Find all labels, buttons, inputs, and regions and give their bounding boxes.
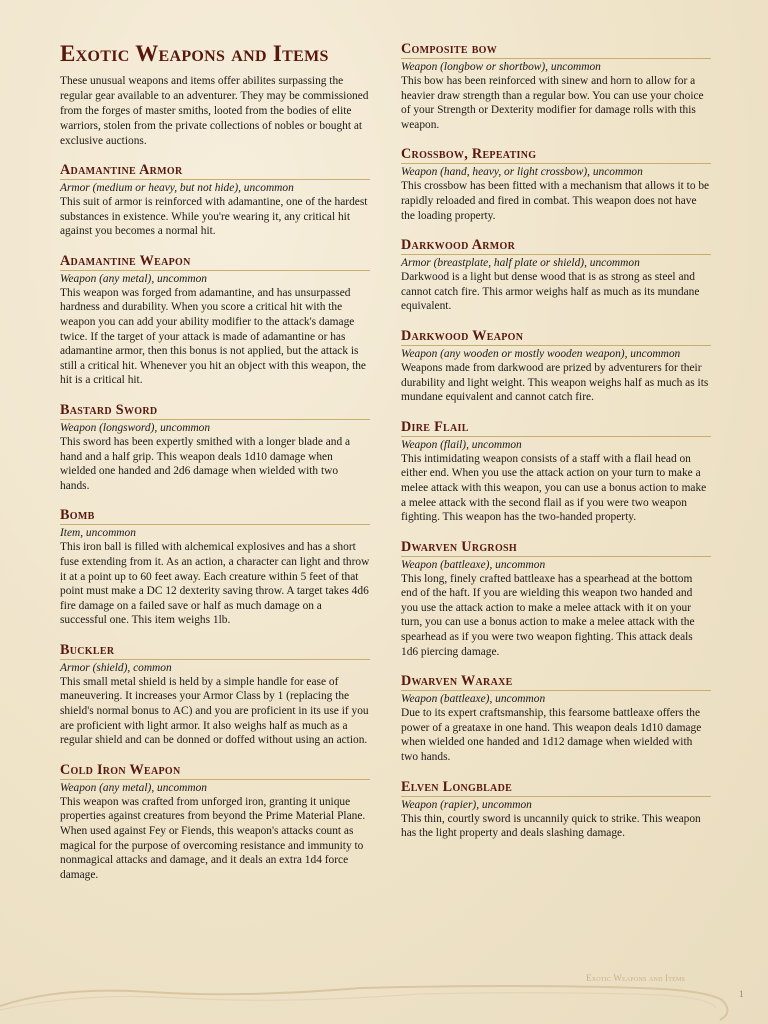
- heading-rule: [401, 436, 711, 437]
- item-description: This sword has been expertly smithed with a longer blade and a hand and a half grip. This weapon deals 1d10 damage when wielded one handed and 2d6 damage when wielded with two hands.: [60, 435, 351, 492]
- right-column: [401, 40, 711, 854]
- item-entry: [60, 401, 370, 493]
- heading-rule: [60, 270, 370, 271]
- item-title: Elven Longblade: [401, 778, 513, 795]
- item-description: This iron ball is filled with alchemical explosives and has a short fuse extending from it. As an action, a character can light and throw it at a point up to 60 feet away. Each creature within 5 feet of that point must make a DC 12 dexterity saving throw. A target takes 4d6 fire damage on a failed save or half as much damage on a successful one. This item weighs 1lb.: [60, 541, 370, 627]
- heading-rule: [401, 254, 711, 255]
- item-subtitle: Weapon (longsword), uncommon: [60, 421, 211, 434]
- item-subtitle: Item, uncommon: [60, 527, 136, 540]
- page-number: 1: [739, 990, 744, 1000]
- item-subtitle: Weapon (hand, heavy, or light crossbow), uncommon: [401, 166, 643, 179]
- heading-rule: [60, 659, 370, 660]
- item-title: Darkwood Armor: [401, 237, 516, 254]
- item-description: This intimidating weapon consists of a staff with a flail head on either end. When you use the attack action on your turn to make a melee attack with this weapon, you can use a bonus action to make a melee attack with the second flail as if you were two weapon fighting. This weapon has the two-handed property.: [401, 452, 707, 524]
- item-description: This small metal shield is held by a simple handle for ease of maneuvering. It increases your Armor Class by 1 (replacing the shield's normal bonus to AC) and you are proficient in its use if you are proficient with light armor. It also weighs half as much as a regular shield and can be donned or doffed without using an action.: [60, 675, 369, 747]
- heading-rule: [60, 179, 370, 180]
- intro-paragraph: These unusual weapons and items offer abilites surpassing the regular gear available to an adventurer. They may be commissioned from the forges of master smiths, looted from the bodies of elite warriors, stolen from the private collections of nobles or bought at exclusive auctions.: [60, 75, 369, 147]
- left-column: [60, 40, 370, 895]
- heading-rule: [401, 690, 711, 691]
- item-description: Darkwood is a light but dense wood that is as strong as steel and cannot catch fire. This armor weighs half as much as its mundane equivalent.: [401, 271, 700, 313]
- item-entry: [60, 761, 370, 883]
- item-entry: [401, 236, 711, 314]
- heading-rule: [60, 779, 370, 780]
- item-title: Dwarven Urgrosh: [401, 538, 517, 555]
- item-subtitle: Weapon (any wooden or mostly wooden weapon), uncommon: [401, 347, 681, 360]
- item-description: This thin, courtly sword is uncannily quick to strike. This weapon has the light property and deals slashing damage.: [401, 812, 701, 840]
- item-subtitle: Armor (shield), common: [60, 661, 172, 674]
- item-entry: [60, 252, 370, 388]
- item-title: Adamantine Weapon: [60, 252, 191, 269]
- item-subtitle: Armor (breastplate, half plate or shield), uncommon: [401, 257, 640, 270]
- item-title: Dwarven Waraxe: [401, 673, 513, 690]
- item-entry: [401, 327, 711, 405]
- item-subtitle: Armor (medium or heavy, but not hide), uncommon: [60, 182, 294, 194]
- item-entry: [401, 538, 711, 660]
- item-description: Due to its expert craftsmanship, this fearsome battleaxe offers the power of a greataxe in one hand. This weapon deals 1d10 damage when wielded one handed and 1d12 damage when wielded with two hands.: [401, 707, 702, 764]
- heading-rule: [60, 419, 370, 420]
- item-subtitle: Weapon (rapier), uncommon: [401, 798, 532, 811]
- item-entry: [401, 418, 711, 525]
- page-title: Exotic Weapons and Items: [60, 41, 329, 66]
- item-description: Weapons made from darkwood are prized by adventurers for their durability and light weight. This weapon weighs half as much as its mundane equivalent and cannot catch fire.: [401, 361, 709, 404]
- item-entry: [60, 161, 370, 239]
- item-subtitle: Weapon (flail), uncommon: [401, 438, 522, 451]
- item-subtitle: Weapon (any metal), uncommon: [60, 272, 207, 285]
- item-entry: [401, 778, 711, 841]
- heading-rule: [401, 58, 711, 59]
- item-description: This weapon was forged from adamantine, and has unsurpassed hardness and durability. When you score a critical hit with the weapon you can add your ability modifier to the attack's damage twice. If the target of your attack is made of adamantine or has adamantine armor, then this bonus is not applied, but the attack is still a critical hit. Whenever you hit an object with this weapon, the hit is a critical hit.: [60, 286, 366, 387]
- item-entry: [401, 672, 711, 764]
- heading-rule: [60, 524, 370, 525]
- item-title: Bastard Sword: [60, 401, 158, 418]
- item-title: Dire Flail: [401, 418, 469, 435]
- item-title: Crossbow, Repeating: [401, 146, 537, 163]
- item-description: This weapon was crafted from unforged iron, granting it unique properties against creatures from beyond the Prime Material Plane. When used against Fey or Fiends, this weapon's attacks count as magical for the purpose of overcoming resistance and immunity to nonmagical attacks and damage, and it deals an extra 1d4 force damage.: [60, 795, 366, 881]
- heading-rule: [401, 163, 711, 164]
- item-subtitle: Weapon (battleaxe), uncommon: [401, 693, 546, 706]
- left-item-list: [60, 161, 370, 882]
- item-subtitle: Weapon (longbow or shortbow), uncommon: [401, 61, 601, 73]
- footer-text: Exotic Weapons and Items: [586, 973, 686, 983]
- item-description: This crossbow has been fitted with a mechanism that allows it to be rapidly reloaded and fired in combat. This weapon does not have the loading property.: [401, 180, 710, 222]
- right-item-list: [401, 40, 711, 841]
- item-entry: [60, 641, 370, 748]
- item-title: Bomb: [60, 507, 95, 524]
- heading-rule: [401, 796, 711, 797]
- item-entry: [401, 40, 711, 132]
- item-description: This suit of armor is reinforced with adamantine, one of the hardest substances in existence. While you're wearing it, any critical hit against you becomes a normal hit.: [60, 196, 368, 238]
- footer-ornament: [0, 976, 768, 1024]
- item-subtitle: Weapon (any metal), uncommon: [60, 781, 207, 794]
- item-subtitle: Weapon (battleaxe), uncommon: [401, 558, 546, 571]
- item-entry: [401, 145, 711, 223]
- heading-rule: [401, 556, 711, 557]
- item-description: This long, finely crafted battleaxe has a spearhead at the bottom end of the haft. If you are wielding this weapon two handed and you use the attack action to make a melee attack with it on your turn, you can use a bonus action to make a melee attack with the spearhead as if you were two weapon fighting. This attack deals 1d6 piercing damage.: [401, 572, 695, 658]
- item-description: This bow has been reinforced with sinew and horn to allow for a heavier draw strength than a regular bow. You can use your choice of your Strength or Dexterity modifier for damage rolls with this weapon.: [401, 75, 704, 131]
- item-entry: [60, 506, 370, 628]
- item-title: Darkwood Weapon: [401, 327, 524, 344]
- item-title: Composite bow: [401, 41, 498, 57]
- item-title: Cold Iron Weapon: [60, 761, 181, 778]
- heading-rule: [401, 345, 711, 346]
- item-title: Adamantine Armor: [60, 162, 183, 178]
- item-title: Buckler: [60, 641, 115, 658]
